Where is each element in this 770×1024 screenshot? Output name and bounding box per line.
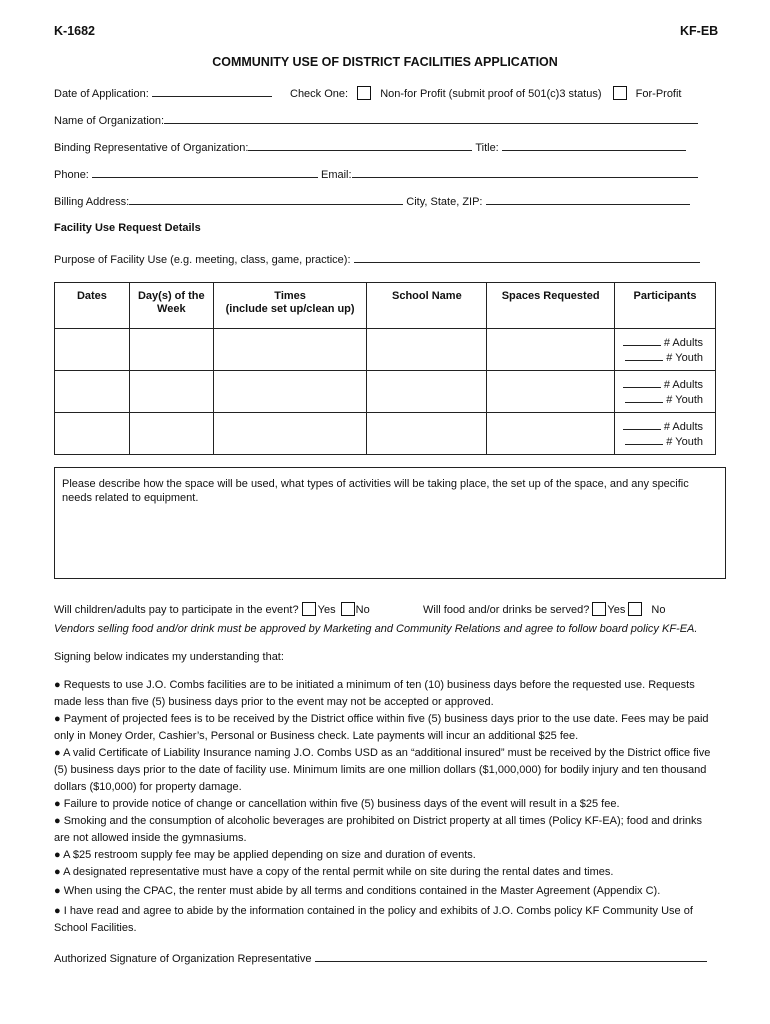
policy-code: KF-EB xyxy=(680,24,719,38)
term-item: ● A valid Certificate of Liability Insurance naming J.O. Combs USD as an “additional insured” must be received by the District office five (5) business days prior to the date of facility use. Minimum limits are one million dollars ($1,000,000) for bodily injury and ten thousand dollars ($10,000) for property damage. xyxy=(54,747,711,793)
col-participants: Participants xyxy=(615,283,716,329)
pay-no-label: No xyxy=(355,604,370,616)
facility-request-table xyxy=(54,282,716,455)
days-cell[interactable] xyxy=(129,329,213,371)
signature-field[interactable] xyxy=(315,951,707,962)
participants-cell[interactable]: # Adults # Youth xyxy=(615,329,716,371)
col-dates: Dates xyxy=(55,283,130,329)
pay-yes-checkbox[interactable] xyxy=(302,602,316,616)
vendors-note: Vendors selling food and/or drink must be approved by Marketing and Community Relations and agree to follow board policy KF-EA. xyxy=(54,623,698,635)
food-yes-label: Yes xyxy=(607,604,626,616)
page-title: COMMUNITY USE OF DISTRICT FACILITIES APPLICATION xyxy=(212,55,558,69)
times-cell[interactable] xyxy=(213,329,367,371)
times-cell[interactable] xyxy=(213,371,367,413)
org-name-field[interactable] xyxy=(164,113,698,124)
title-field[interactable] xyxy=(502,140,686,151)
billing-field[interactable] xyxy=(129,194,403,205)
school-cell[interactable] xyxy=(367,413,487,455)
table-header-row xyxy=(55,283,716,329)
form-number: K-1682 xyxy=(54,24,95,38)
nonprofit-label: Non-for Profit (submit proof of 501(c)3 status) xyxy=(380,88,602,100)
term-item: ● Smoking and the consumption of alcoholic beverages are prohibited on District property at all times (Policy KF-EA); food and drinks are not allowed inside the gymnasiums. xyxy=(54,815,703,844)
billing-row xyxy=(54,194,690,208)
dates-cell[interactable] xyxy=(55,371,130,413)
check-one-label: Check One: xyxy=(290,88,349,100)
term-item: ● Requests to use J.O. Combs facilities are to be initiated a minimum of ten (10) business days before the requested use. Requests made less than five (5) business days prior to the event may not be accepted or approved. xyxy=(54,679,695,708)
facility-section-title: Facility Use Request Details xyxy=(54,222,201,234)
dates-cell[interactable] xyxy=(55,329,130,371)
days-cell[interactable] xyxy=(129,413,213,455)
term-item: ● A $25 restroom supply fee may be applied depending on size and duration of events. xyxy=(54,849,476,861)
term-item: ● Failure to provide notice of change or cancellation within five (5) business days of the event will result in a $25 fee. xyxy=(54,798,620,810)
terms-intro: Signing below indicates my understanding that: xyxy=(54,651,284,663)
pay-question-label: Will children/adults pay to participate in the event? xyxy=(54,604,299,616)
spaces-cell[interactable] xyxy=(487,371,615,413)
term-item: ● Payment of projected fees is to be received by the District office within five (5) business days prior to the use date. Fees may be paid only in Money Order, Cashier’s, Personal or Business check. Late payments will incur an additional $25 fee. xyxy=(54,713,709,742)
term-item: ● I have read and agree to abide by the information contained in the policy and exhibits of J.O. Combs policy KF Community Use of School Facilities. xyxy=(54,905,693,934)
school-cell[interactable] xyxy=(367,329,487,371)
pay-no-checkbox[interactable] xyxy=(341,602,355,616)
col-times: Times (include set up/clean up) xyxy=(213,283,367,329)
participants-cell[interactable]: # Adults # Youth xyxy=(615,413,716,455)
forprofit-label: For-Profit xyxy=(635,88,682,100)
phone-row xyxy=(54,167,698,181)
billing-label: Billing Address: xyxy=(54,196,130,208)
city-label: City, State, ZIP: xyxy=(406,196,483,208)
food-question-label: Will food and/or drinks be served? xyxy=(423,604,590,616)
food-no-label: No xyxy=(651,604,666,616)
table-row xyxy=(55,413,716,455)
phone-label: Phone: xyxy=(54,169,89,181)
signature-row xyxy=(54,951,707,965)
email-label: Email: xyxy=(321,169,352,181)
email-field[interactable] xyxy=(352,167,698,178)
term-item: ● When using the CPAC, the renter must abide by all terms and conditions contained in the Master Agreement (Appendix C). xyxy=(54,885,661,897)
dates-cell[interactable] xyxy=(55,413,130,455)
term-item: ● A designated representative must have a copy of the rental permit while on site during the rental dates and times. xyxy=(54,866,614,878)
school-cell[interactable] xyxy=(367,371,487,413)
pay-yes-label: Yes xyxy=(317,604,336,616)
binding-rep-label: Binding Representative of Organization: xyxy=(54,142,249,154)
purpose-label: Purpose of Facility Use (e.g. meeting, class, game, practice): xyxy=(54,254,351,266)
participants-cell[interactable]: # Adults # Youth xyxy=(615,371,716,413)
table-row xyxy=(55,371,716,413)
col-days: Day(s) of the Week xyxy=(129,283,213,329)
col-school: School Name xyxy=(367,283,487,329)
description-box[interactable] xyxy=(54,467,726,579)
col-spaces: Spaces Requested xyxy=(487,283,615,329)
city-field[interactable] xyxy=(486,194,690,205)
table-row xyxy=(55,329,716,371)
date-row xyxy=(54,86,272,100)
nonprofit-checkbox[interactable] xyxy=(357,86,371,100)
forprofit-checkbox[interactable] xyxy=(613,86,627,100)
spaces-cell[interactable] xyxy=(487,413,615,455)
title-label: Title: xyxy=(475,142,499,154)
purpose-row xyxy=(54,252,700,266)
signature-label: Authorized Signature of Organization Representative xyxy=(54,953,312,965)
check-one-row xyxy=(290,86,682,100)
phone-field[interactable] xyxy=(92,167,318,178)
food-no-checkbox[interactable] xyxy=(628,602,642,616)
binding-rep-row xyxy=(54,140,686,154)
date-label: Date of Application: xyxy=(54,88,149,100)
binding-rep-field[interactable] xyxy=(248,140,472,151)
days-cell[interactable] xyxy=(129,371,213,413)
times-cell[interactable] xyxy=(213,413,367,455)
date-field[interactable] xyxy=(152,86,272,97)
org-name-row xyxy=(54,113,698,127)
food-question-row xyxy=(423,602,665,616)
pay-question-row xyxy=(54,602,370,616)
description-prompt: Please describe how the space will be used, what types of activities will be taking place, the set up of the space, and any specific needs related to equipment. xyxy=(62,478,689,504)
org-name-label: Name of Organization: xyxy=(54,115,165,127)
food-yes-checkbox[interactable] xyxy=(592,602,606,616)
purpose-field[interactable] xyxy=(354,252,700,263)
spaces-cell[interactable] xyxy=(487,329,615,371)
